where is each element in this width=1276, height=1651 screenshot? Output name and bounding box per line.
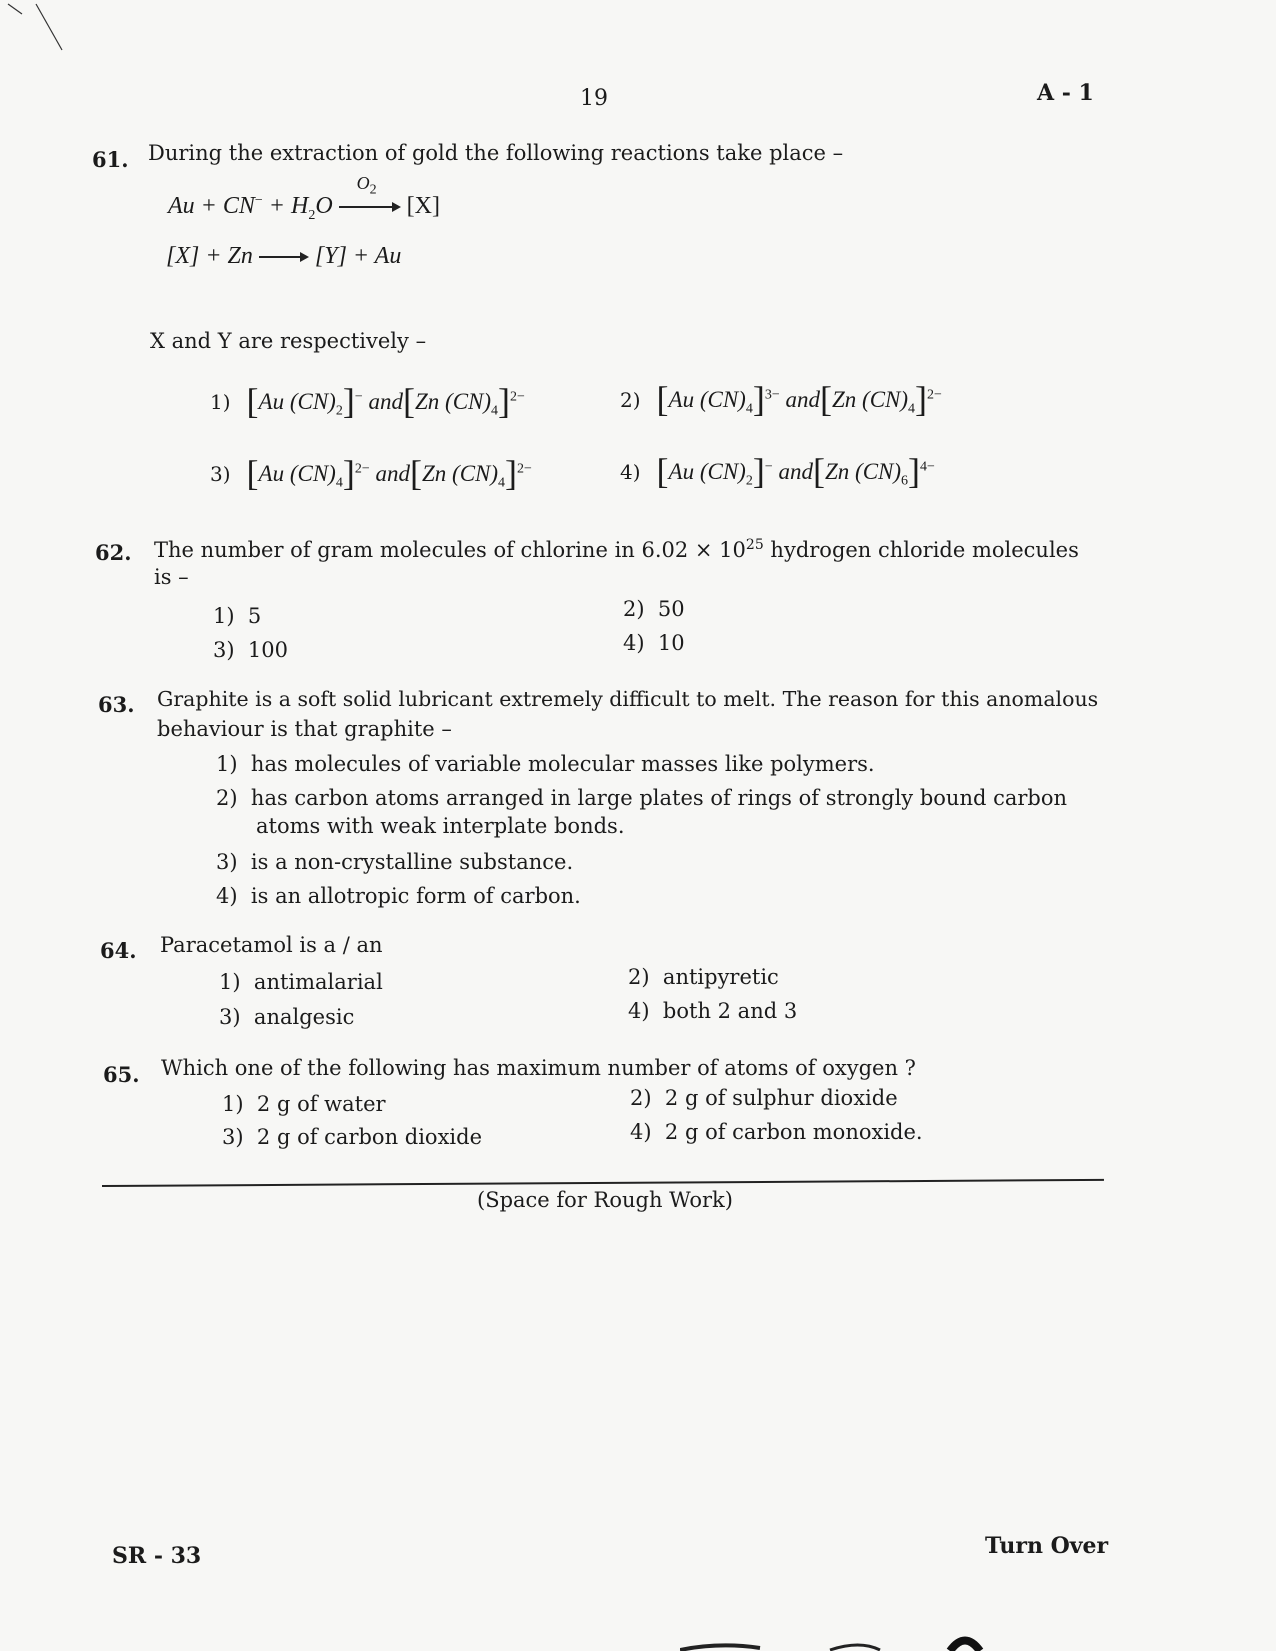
- option-number: 2): [623, 597, 645, 621]
- option-number: 3): [213, 638, 235, 662]
- option-text: 5: [247, 604, 262, 628]
- reaction-2: [166, 243, 401, 270]
- option-number: 1): [222, 1092, 244, 1116]
- and-word: and: [778, 459, 813, 484]
- option-text: has carbon atoms arranged in large plates of rings of strongly bound carbon: [250, 786, 1068, 810]
- reaction-1: [168, 173, 440, 224]
- scan-mark-bottom: [680, 1620, 1140, 1651]
- option-complex-b: Zn (CN): [825, 459, 902, 484]
- charge: −: [254, 193, 263, 208]
- option-4: 4) [Au $(CN)_2]^-$ and[Zn $(CN)_6]^{4-}$: [620, 451, 935, 491]
- option-text: 10: [657, 631, 685, 655]
- question-number: 65.: [103, 1062, 140, 1087]
- question-number: 61.: [92, 147, 129, 172]
- question-number: 64.: [100, 938, 137, 963]
- catalyst: O: [356, 173, 370, 193]
- question-number: 63.: [98, 692, 135, 717]
- question-stem: During the extraction of gold the following reactions take place –: [148, 141, 844, 165]
- option-1: [216, 752, 875, 776]
- option-text: 50: [657, 597, 685, 621]
- option-number: 1): [213, 604, 235, 628]
- question-stem: [154, 530, 1079, 566]
- charge: −: [764, 459, 773, 475]
- option-text: 2 g of carbon dioxide: [256, 1125, 483, 1149]
- option-number: 4): [623, 631, 645, 655]
- option-2-continued: atoms with weak interplate bonds.: [256, 814, 625, 838]
- option-2: [216, 786, 1067, 810]
- subscript: 4: [335, 475, 343, 491]
- option-text: 2 g of carbon monoxide.: [664, 1120, 923, 1144]
- option-1: [219, 970, 383, 994]
- series-code: SR - 33: [112, 1543, 202, 1569]
- option-text: has molecules of variable molecular masses like polymers.: [250, 752, 875, 776]
- reaction-arrow: [259, 252, 309, 262]
- option-3: 3) [Au $(CN)_4]^{2-}$ and[Zn $(CN)_4]^{2-}$: [210, 453, 532, 493]
- option-2: 2) [Au $(CN)_4]^{3-}$ and[Zn $(CN)_4]^{2-}$: [620, 379, 942, 419]
- option-number: 3): [222, 1125, 244, 1149]
- stem-part: hydrogen chloride molecules: [763, 538, 1079, 562]
- option-complex-b: Zn (CN): [422, 461, 499, 486]
- subscript: 6: [901, 473, 909, 489]
- option-2: [628, 965, 779, 989]
- question-prompt: X and Y are respectively –: [150, 329, 427, 353]
- option-text: 2 g of water: [256, 1092, 386, 1116]
- option-3: [219, 1005, 354, 1029]
- option-complex-b: Zn (CN): [832, 387, 909, 412]
- question-number: 62.: [95, 540, 132, 565]
- option-text: antimalarial: [253, 970, 383, 994]
- option-4: [216, 884, 581, 908]
- scan-mark-corner: [0, 0, 80, 60]
- charge: 4−: [920, 459, 935, 475]
- option-number: 1): [219, 970, 241, 994]
- question-stem-line-1: Graphite is a soft solid lubricant extremely difficult to melt. The reason for this anomalous: [157, 687, 1099, 711]
- option-4: [630, 1120, 923, 1144]
- option-3: [222, 1125, 482, 1149]
- catalyst-subscript: 2: [369, 182, 377, 198]
- and-word: and: [785, 387, 820, 412]
- subscript: 2: [745, 473, 753, 489]
- option-number: 2): [620, 388, 641, 412]
- water-subscript: 2: [308, 207, 316, 223]
- charge: −: [354, 389, 363, 405]
- reaction-1-water: + H: [268, 193, 309, 219]
- rough-work-label: (Space for Rough Work): [477, 1188, 733, 1212]
- and-word: and: [368, 389, 403, 414]
- option-number: 1): [210, 390, 231, 414]
- charge: 2−: [927, 387, 942, 403]
- option-number: 3): [216, 850, 238, 874]
- option-4: [623, 631, 685, 655]
- option-number: 3): [210, 462, 231, 486]
- question-stem-continued: is –: [154, 565, 189, 589]
- option-text: 100: [247, 638, 289, 662]
- page-number: 19: [580, 86, 608, 111]
- stem-part: The number of gram molecules of chlorine in 6.02 × 10: [154, 538, 746, 562]
- question-stem-line-2: behaviour is that graphite –: [157, 717, 452, 741]
- charge: 3−: [764, 387, 780, 403]
- question-stem: Which one of the following has maximum number of atoms of oxygen ?: [161, 1056, 916, 1080]
- turn-over-label: Turn Over: [985, 1533, 1109, 1559]
- option-number: 4): [620, 460, 641, 484]
- subscript: 4: [745, 401, 753, 417]
- option-1: [222, 1092, 386, 1116]
- option-number: 4): [630, 1120, 652, 1144]
- reaction-1-left: Au + CN: [168, 193, 255, 219]
- charge: 2−: [517, 461, 532, 477]
- and-word: and: [375, 461, 410, 486]
- charge: 2−: [354, 461, 370, 477]
- option-text: analgesic: [253, 1005, 355, 1029]
- subscript: 4: [491, 403, 499, 419]
- option-text: is an allotropic form of carbon.: [250, 884, 581, 908]
- paper-code: A - 1: [1037, 80, 1094, 106]
- question-stem: Paracetamol is a / an: [160, 933, 383, 957]
- reaction-2-left: [X] + Zn: [166, 243, 253, 269]
- option-number: 2): [630, 1086, 652, 1110]
- option-number: 4): [216, 884, 238, 908]
- option-text: is a non-crystalline substance.: [250, 850, 574, 874]
- option-1: [213, 604, 261, 628]
- exponent: 25: [745, 537, 764, 553]
- option-complex-a: Au (CN): [668, 459, 746, 484]
- reaction-1-right: [X]: [406, 193, 440, 219]
- option-4: [628, 999, 797, 1023]
- reaction-2-right: [Y] + Au: [314, 243, 402, 269]
- reaction-arrow: [339, 202, 401, 212]
- option-number: 4): [628, 999, 650, 1023]
- option-number: 1): [216, 752, 238, 776]
- option-complex-a: Au (CN): [258, 461, 336, 486]
- rough-work-divider: [102, 1179, 1104, 1187]
- option-1: 1) [Au $(CN)_2]^-$ and[Zn $(CN)_4]^{2-}$: [210, 381, 525, 421]
- subscript: 2: [335, 403, 343, 419]
- charge: 2−: [510, 389, 525, 405]
- option-number: 3): [219, 1005, 241, 1029]
- option-2: [623, 597, 685, 621]
- option-2: [630, 1086, 898, 1110]
- option-3: [216, 850, 573, 874]
- water-oxygen: O: [315, 193, 333, 219]
- subscript: 4: [908, 401, 916, 417]
- option-complex-a: Au (CN): [668, 387, 746, 412]
- option-number: 2): [628, 965, 650, 989]
- option-complex-a: Au (CN): [258, 389, 336, 414]
- option-complex-b: Zn (CN): [415, 389, 492, 414]
- option-text: 2 g of sulphur dioxide: [664, 1086, 898, 1110]
- option-text: antipyretic: [662, 965, 779, 989]
- option-text: both 2 and 3: [662, 999, 798, 1023]
- subscript: 4: [498, 475, 506, 491]
- option-number: 2): [216, 786, 238, 810]
- option-3: [213, 638, 288, 662]
